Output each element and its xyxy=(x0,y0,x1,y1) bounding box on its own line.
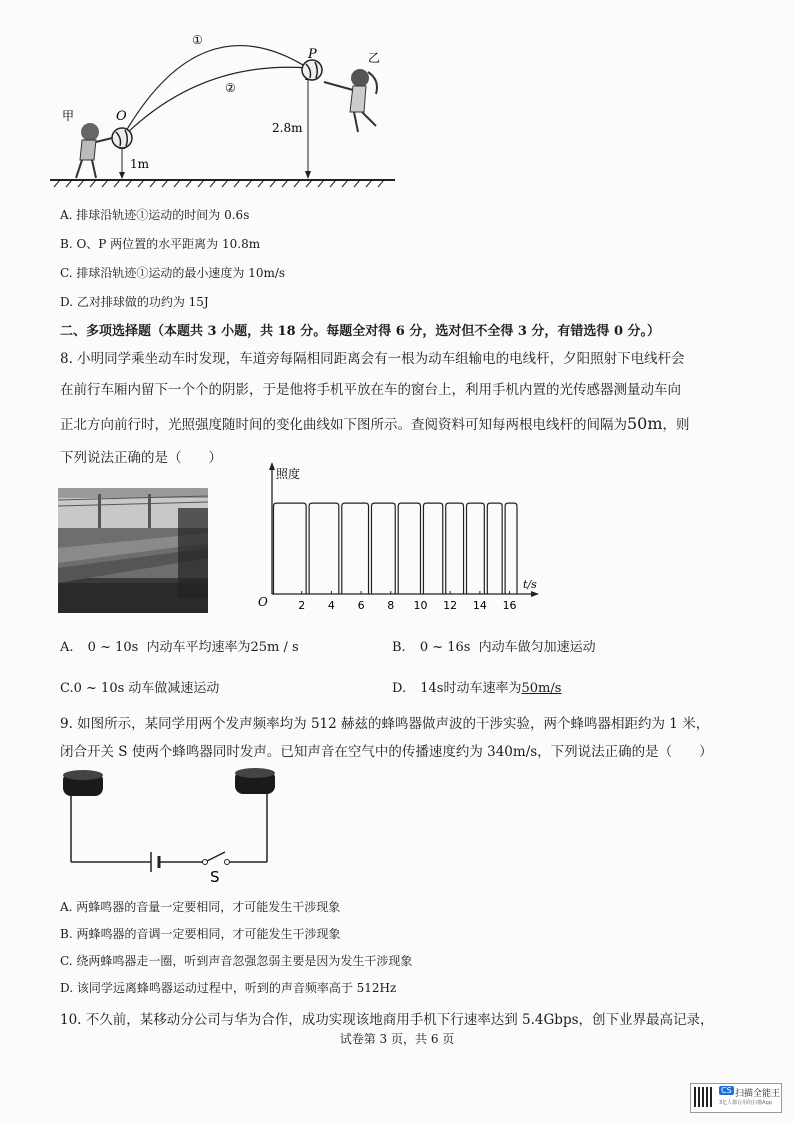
illuminance-pulse xyxy=(446,503,464,594)
switch-s xyxy=(203,852,230,865)
scanner-watermark xyxy=(690,1083,782,1113)
qr-code-icon xyxy=(694,1087,714,1107)
q8-line-2: 在前行车厢内留下一个个的阴影，于是他将手机平放在车的窗台上，利用手机内置的光传感器测量动车向 xyxy=(60,382,681,398)
ball-at-P xyxy=(302,60,322,80)
y-axis-arrow xyxy=(269,462,275,470)
q8-option-a xyxy=(60,636,299,655)
q8-option-d-time: 14s xyxy=(420,681,444,696)
battery-symbol xyxy=(151,852,159,872)
scanner-brand: 扫描全能王 xyxy=(735,1089,781,1099)
label-O: O xyxy=(116,109,127,124)
girl-jia-illustration xyxy=(76,123,112,178)
q8-option-c xyxy=(60,677,219,696)
q7-option-c: C. 排球沿轨迹①运动的最小速度为 10m/s xyxy=(60,266,286,280)
label-jia: 甲 xyxy=(62,109,75,123)
illuminance-pulse xyxy=(467,503,485,594)
q8-option-d-value: 50m/s xyxy=(521,681,562,696)
x-tick-label: 8 xyxy=(387,599,395,612)
x-axis-arrow xyxy=(531,591,539,597)
q8-option-c-text: 动车做减速运动 xyxy=(128,681,220,696)
illuminance-pulse xyxy=(342,503,369,594)
q8-option-d xyxy=(392,677,561,696)
illuminance-pulse xyxy=(371,503,395,594)
section-2-heading: 二、多项选择题（本题共 3 小题，共 18 分。每题全对得 6 分，选对但不全得 3 分，有错选得 0 分。） xyxy=(60,324,661,339)
q7-option-d: D. 乙对排球做的功约为 15J xyxy=(60,295,209,309)
q9-option-c: C. 绕两蜂鸣器走一圈，听到声音忽强忽弱主要是因为发生干涉现象 xyxy=(60,954,413,968)
x-axis-label: t/s xyxy=(523,578,537,591)
x-tick-label: 4 xyxy=(327,599,335,612)
origin-label: O xyxy=(258,595,268,609)
x-tick-label: 10 xyxy=(413,599,428,612)
q9-option-b: B. 两蜂鸣器的音调一定要相同，才可能发生干涉现象 xyxy=(60,927,341,941)
label-trajectory-2: ② xyxy=(225,81,236,95)
q8-line-4: 下列说法正确的是（ ） xyxy=(60,450,222,466)
buzzer-circuit-figure xyxy=(55,766,285,886)
q8-option-a-text: 内动车平均速率为 xyxy=(146,640,251,655)
q8-option-c-letter: C. xyxy=(60,681,74,696)
q8-option-b xyxy=(392,636,596,655)
label-height-P: 2.8m xyxy=(272,121,303,135)
illuminance-pulse xyxy=(309,503,339,594)
label-yi: 乙 xyxy=(368,51,381,65)
q8-option-b-letter: B. xyxy=(392,640,406,655)
ball-at-O xyxy=(112,128,132,148)
illuminance-pulse xyxy=(423,503,442,594)
q7-option-a: A. 排球沿轨迹①运动的时间为 0.6s xyxy=(60,208,250,222)
q8-line-3 xyxy=(60,413,690,433)
q8-option-c-interval: 0 ~ 10s xyxy=(73,681,125,696)
q8-spacing-value: 50m xyxy=(627,414,663,433)
volleyball-trajectory-figure xyxy=(50,20,410,190)
illuminance-pulse xyxy=(273,503,306,594)
q9-option-d: D. 该同学远离蜂鸣器运动过程中，听到的声音频率高于 512Hz xyxy=(60,981,397,995)
cs-logo: CS xyxy=(721,1086,732,1095)
switch-label: S xyxy=(210,868,220,886)
x-tick-label: 6 xyxy=(357,599,365,612)
x-tick-label: 16 xyxy=(502,599,517,612)
illuminance-chart xyxy=(250,462,540,624)
q8-option-d-letter: D. xyxy=(392,681,407,696)
q8-option-d-text: 时动车速率为 xyxy=(443,681,522,696)
q8-option-a-interval: 0 ~ 10s xyxy=(87,640,139,655)
x-tick-label: 2 xyxy=(298,599,306,612)
y-axis-label: 照度 xyxy=(276,467,301,481)
girl-yi-illustration xyxy=(324,69,377,132)
x-tick-label: 12 xyxy=(443,599,458,612)
q7-option-b: B. O、P 两位置的水平距离为 10.8m xyxy=(60,237,261,251)
q8-option-b-interval: 0 ~ 16s xyxy=(419,640,471,655)
q8-line-3-text: 正北方向前行时，光照强度随时间的变化曲线如下图所示。查阅资料可知每两根电线杆的间隔为 xyxy=(60,417,627,433)
label-trajectory-1: ① xyxy=(192,33,203,47)
train-window-photo xyxy=(58,488,208,613)
buzzer-left xyxy=(63,770,103,796)
q9-option-a: A. 两蜂鸣器的音量一定要相同，才可能发生干涉现象 xyxy=(60,900,341,914)
q8-option-a-value: 25m / s xyxy=(250,640,299,655)
page-footer: 试卷第 3 页，共 6 页 xyxy=(339,1032,455,1046)
illuminance-pulse xyxy=(487,503,502,594)
illuminance-pulse xyxy=(398,503,420,594)
q9-line-2: 闭合开关 S 使两个蜂鸣器同时发声。已知声音在空气中的传播速度约为 340m/s，下列说法正确的是（ ） xyxy=(60,744,713,760)
label-P: P xyxy=(308,47,317,62)
q10-line-1: 10. 不久前，某移动分公司与华为合作，成功实现该地商用手机下行速率达到 5.4Gbps，创下业界最高记录， xyxy=(60,1012,714,1028)
illuminance-pulse xyxy=(505,503,517,594)
q9-line-1: 9. 如图所示，某同学用两个发声频率均为 512 赫兹的蜂鸣器做声波的干涉实验，两个蜂鸣器相距约为 1 米， xyxy=(60,716,710,732)
x-tick-label: 14 xyxy=(472,599,487,612)
q8-line-3-end: ，则 xyxy=(662,417,690,433)
buzzer-right xyxy=(235,768,275,794)
q8-option-b-text: 内动车做匀加速运动 xyxy=(478,640,596,655)
scanner-sub: 3亿人都在用的扫描App xyxy=(719,1100,772,1106)
q8-option-a-letter: A. xyxy=(60,640,74,655)
label-height-O: 1m xyxy=(130,157,150,171)
q8-line-1: 8. 小明同学乘坐动车时发现，车道旁每隔相同距离会有一根为动车组输电的电线杆，夕阳照射下电线杆会 xyxy=(60,351,685,367)
